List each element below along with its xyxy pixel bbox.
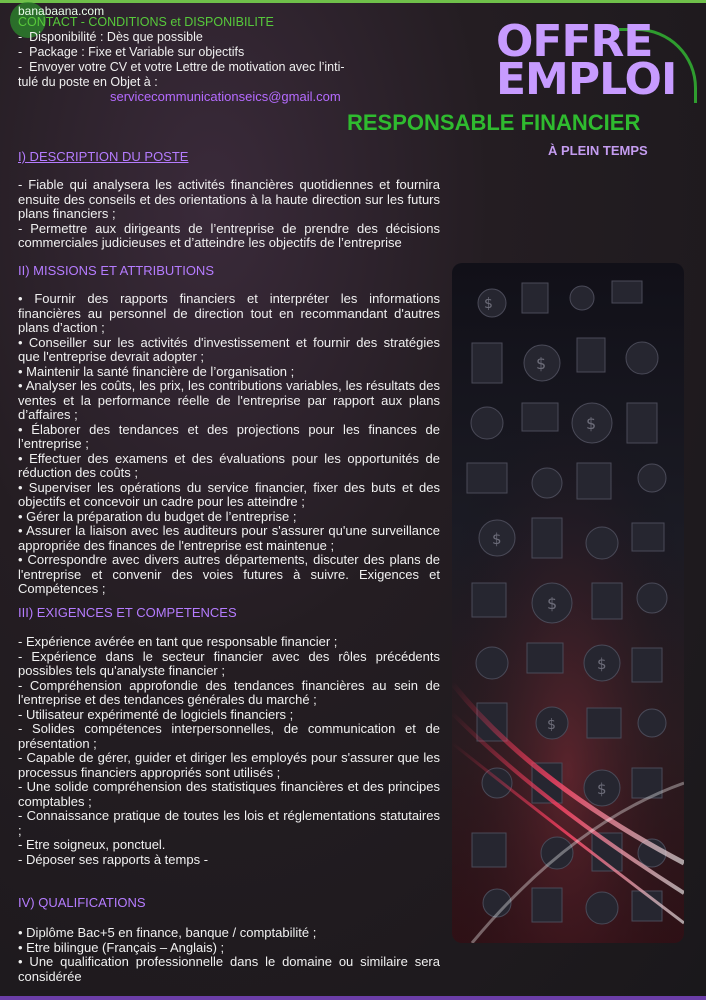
offre-word: OFFRE (496, 16, 653, 67)
mission-item: • Fournir des rapports financiers et interpréter les informations financières au personnel de direction tout en recommandant d'autres plans d’action ; (18, 291, 440, 335)
contact-line: - Envoyer votre CV et votre Lettre de motivation avec l’inti- (18, 60, 345, 74)
exigence-item: - Expérience avérée en tant que responsable financier ; (18, 634, 338, 649)
contact-email-link[interactable]: servicecommunicationseics@gmail.com (110, 89, 341, 104)
exigence-item: - Compréhension approfondie des tendances financières au sein de l'entreprise et des tendances générales du marché ; (18, 677, 440, 707)
description-item: - Fiable qui analysera les activités financières quotidiennes et fournira ensuite des conseils et des orientations à la haute direction sur les futurs plans financiers ; (18, 177, 440, 221)
exigence-item: - Utilisateur expérimenté de logiciels financiers ; (18, 706, 294, 722)
qualification-item: • Diplôme Bac+5 en finance, banque / comptabilité ; (18, 925, 317, 940)
section-title-description: I) DESCRIPTION DU POSTE (18, 149, 189, 164)
logo-text: banabaana.com (18, 4, 105, 18)
svg-text:$: $ (536, 354, 547, 373)
contact-block (18, 15, 438, 90)
mission-item: • Conseiller sur les activités d'investissement et fournir des stratégies que l'entreprise devrait adopter ; (18, 334, 440, 364)
exigence-item: - Déposer ses rapports à temps - (18, 851, 209, 867)
contact-line: - Package : Fixe et Variable sur objectifs (18, 45, 245, 59)
section-title-exigences: III) EXIGENCES ET COMPETENCES (18, 605, 237, 620)
section-title-qualifications: IV) QUALIFICATIONS (18, 895, 146, 910)
finance-icons-illustration (452, 263, 684, 943)
contact-line: tulé du poste en Objet à : (18, 75, 158, 89)
svg-text:$: $ (597, 780, 607, 798)
exigences-list (18, 635, 440, 867)
mission-item: • Superviser les opérations du service financier, fixer des buts et des objectifs et concevoir un cadre pour les atteindre ; (18, 479, 440, 509)
svg-text:$: $ (597, 655, 607, 673)
svg-text:$: $ (547, 594, 558, 613)
svg-text:$: $ (547, 717, 556, 733)
mission-item: • Effectuer des examens et des évaluations pour les opportunités de réduction des coûts ; (18, 450, 440, 480)
section-title-missions: II) MISSIONS ET ATTRIBUTIONS (18, 263, 214, 278)
missions-list (18, 292, 440, 597)
svg-text:$: $ (586, 414, 597, 433)
qualifications-list (18, 926, 440, 984)
exigence-item: - Expérience dans le secteur financier avec des rôles précédents possibles tels qu'analyste financier ; (18, 648, 440, 678)
qualification-item: • Etre bilingue (Français – Anglais) ; (18, 939, 225, 955)
contact-title: CONTACT - CONDITIONS et DISPONIBILITE (18, 15, 274, 29)
description-item: - Permettre aux dirigeants de l’entreprise de prendre des décisions commerciales judicieuses et d’atteindre les objectifs de l’entreprise (18, 220, 440, 250)
emploi-word: EMPLOI (496, 54, 677, 105)
contract-type: À PLEIN TEMPS (548, 143, 648, 158)
description-text (18, 178, 440, 251)
mission-item: • Gérer la préparation du budget de l’entreprise ; (18, 508, 297, 524)
exigence-item: - Connaissance pratique de toutes les lois et réglementations statutaires ; (18, 808, 440, 838)
offre-emploi-heading (496, 16, 677, 105)
exigence-item: - Etre soigneux, ponctuel. (18, 837, 166, 852)
mission-item: • Analyser les coûts, les prix, les contributions variables, les résultats des ventes et la performance réelle de l'entreprise par rapport aux plans d’affaires ; (18, 378, 440, 422)
qualification-item: • Une qualification professionnelle dans le domaine ou similaire sera considérée (18, 954, 440, 984)
bottom-border (0, 996, 706, 1000)
contact-line: - Disponibilité : Dès que possible (18, 30, 203, 44)
svg-text:$: $ (484, 296, 493, 312)
exigence-item: - Solides compétences interpersonnelles, de communication et de présentation ; (18, 721, 440, 751)
job-title: RESPONSABLE FINANCIER (347, 110, 641, 135)
mission-item: • Élaborer des tendances et des projections pour les finances de l’entreprise ; (18, 421, 440, 451)
svg-text:$: $ (492, 530, 502, 548)
mission-item: • Assurer la liaison avec les auditeurs pour s'assurer qu'une surveillance appropriée des finances de l'entreprise est maintenue ; (18, 523, 440, 553)
finance-collage-image (452, 263, 684, 943)
exigence-item: - Une solide compréhension des statistiques financières et des principes comptables ; (18, 779, 440, 809)
mission-item: • Correspondre avec divers autres départements, discuter des plans de l'entreprise et convenir des voies futures à suivre. Exigences et Compétences ; (18, 552, 440, 596)
exigence-item: - Capable de gérer, guider et diriger les employés pour s'assurer que les processus financiers appropriés sont utilisés ; (18, 750, 440, 780)
mission-item: • Maintenir la santé financière de l’organisation ; (18, 363, 295, 379)
